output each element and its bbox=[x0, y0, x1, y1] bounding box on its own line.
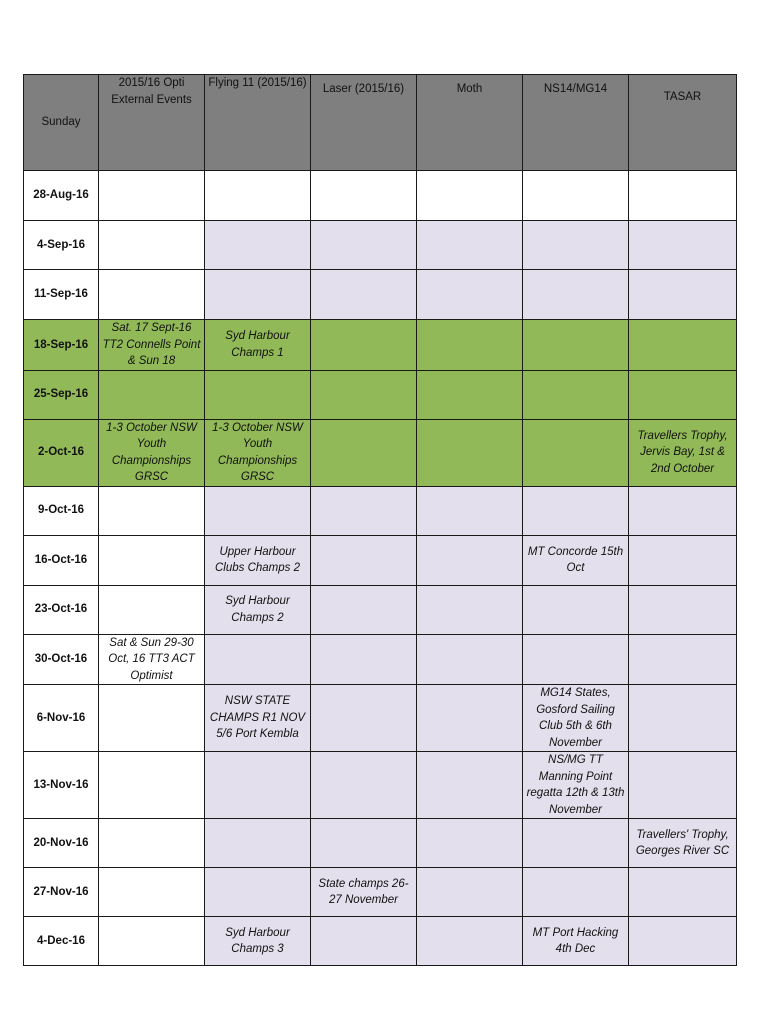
ns14-cell bbox=[523, 320, 629, 371]
tasar-cell bbox=[629, 685, 737, 752]
ns14-cell: NS/MG TT Manning Point regatta 12th & 13th November bbox=[523, 752, 629, 819]
table-row bbox=[24, 585, 737, 634]
laser-cell bbox=[311, 171, 417, 221]
laser-cell bbox=[311, 585, 417, 634]
date-cell: 6-Nov-16 bbox=[24, 685, 99, 752]
date-cell: 18-Sep-16 bbox=[24, 320, 99, 371]
flying11-cell bbox=[205, 270, 311, 320]
ns14-cell: MG14 States, Gosford Sailing Club 5th & 6th November bbox=[523, 685, 629, 752]
flying11-cell bbox=[205, 752, 311, 819]
tasar-cell: Travellers' Trophy, Georges River SC bbox=[629, 819, 737, 868]
tasar-cell bbox=[629, 320, 737, 371]
tasar-cell bbox=[629, 486, 737, 535]
flying11-cell bbox=[205, 370, 311, 419]
date-cell: 13-Nov-16 bbox=[24, 752, 99, 819]
date-cell: 27-Nov-16 bbox=[24, 868, 99, 917]
header-laser: Laser (2015/16) bbox=[311, 75, 417, 171]
ns14-cell bbox=[523, 171, 629, 221]
opti-cell bbox=[99, 585, 205, 634]
flying11-cell bbox=[205, 634, 311, 685]
opti-cell: Sat. 17 Sept-16 TT2 Connells Point & Sun 18 bbox=[99, 320, 205, 371]
opti-cell bbox=[99, 221, 205, 270]
date-cell: 16-Oct-16 bbox=[24, 535, 99, 585]
ns14-cell bbox=[523, 270, 629, 320]
tasar-cell bbox=[629, 370, 737, 419]
ns14-cell bbox=[523, 868, 629, 917]
date-cell: 28-Aug-16 bbox=[24, 171, 99, 221]
table-row bbox=[24, 868, 737, 917]
laser-cell bbox=[311, 752, 417, 819]
opti-cell bbox=[99, 917, 205, 966]
moth-cell bbox=[417, 868, 523, 917]
opti-cell bbox=[99, 819, 205, 868]
moth-cell bbox=[417, 917, 523, 966]
tasar-cell bbox=[629, 917, 737, 966]
flying11-cell: Syd Harbour Champs 2 bbox=[205, 585, 311, 634]
table-row bbox=[24, 221, 737, 270]
header-sunday: Sunday bbox=[24, 75, 99, 171]
moth-cell bbox=[417, 171, 523, 221]
header-row bbox=[24, 75, 737, 171]
table-row bbox=[24, 819, 737, 868]
opti-cell bbox=[99, 752, 205, 819]
moth-cell bbox=[417, 819, 523, 868]
date-cell: 25-Sep-16 bbox=[24, 370, 99, 419]
flying11-cell: Syd Harbour Champs 3 bbox=[205, 917, 311, 966]
tasar-cell bbox=[629, 585, 737, 634]
laser-cell bbox=[311, 917, 417, 966]
laser-cell bbox=[311, 819, 417, 868]
opti-cell bbox=[99, 171, 205, 221]
flying11-cell bbox=[205, 171, 311, 221]
table-row bbox=[24, 917, 737, 966]
date-cell: 9-Oct-16 bbox=[24, 486, 99, 535]
header-flying11: Flying 11 (2015/16) bbox=[205, 75, 311, 171]
flying11-cell bbox=[205, 868, 311, 917]
ns14-cell bbox=[523, 370, 629, 419]
opti-cell bbox=[99, 868, 205, 917]
ns14-cell bbox=[523, 221, 629, 270]
laser-cell bbox=[311, 370, 417, 419]
opti-cell bbox=[99, 270, 205, 320]
ns14-cell bbox=[523, 419, 629, 486]
header-moth: Moth bbox=[417, 75, 523, 171]
opti-cell bbox=[99, 535, 205, 585]
date-cell: 30-Oct-16 bbox=[24, 634, 99, 685]
ns14-cell: MT Concorde 15th Oct bbox=[523, 535, 629, 585]
date-cell: 2-Oct-16 bbox=[24, 419, 99, 486]
table-row bbox=[24, 320, 737, 371]
table-row bbox=[24, 535, 737, 585]
moth-cell bbox=[417, 370, 523, 419]
moth-cell bbox=[417, 535, 523, 585]
table-row bbox=[24, 419, 737, 486]
flying11-cell bbox=[205, 486, 311, 535]
date-cell: 23-Oct-16 bbox=[24, 585, 99, 634]
ns14-cell bbox=[523, 634, 629, 685]
laser-cell bbox=[311, 320, 417, 371]
flying11-cell: Upper Harbour Clubs Champs 2 bbox=[205, 535, 311, 585]
ns14-cell bbox=[523, 486, 629, 535]
ns14-cell: MT Port Hacking 4th Dec bbox=[523, 917, 629, 966]
tasar-cell bbox=[629, 868, 737, 917]
ns14-cell bbox=[523, 819, 629, 868]
date-cell: 4-Dec-16 bbox=[24, 917, 99, 966]
table-row bbox=[24, 634, 737, 685]
laser-cell bbox=[311, 535, 417, 585]
opti-cell bbox=[99, 486, 205, 535]
table-row bbox=[24, 685, 737, 752]
moth-cell bbox=[417, 419, 523, 486]
laser-cell: State champs 26-27 November bbox=[311, 868, 417, 917]
laser-cell bbox=[311, 419, 417, 486]
moth-cell bbox=[417, 585, 523, 634]
opti-cell: 1-3 October NSW Youth Championships GRSC bbox=[99, 419, 205, 486]
ns14-cell bbox=[523, 585, 629, 634]
moth-cell bbox=[417, 270, 523, 320]
table-row bbox=[24, 171, 737, 221]
moth-cell bbox=[417, 634, 523, 685]
header-tasar: TASAR bbox=[629, 75, 737, 171]
moth-cell bbox=[417, 685, 523, 752]
table-row bbox=[24, 270, 737, 320]
laser-cell bbox=[311, 634, 417, 685]
opti-cell bbox=[99, 685, 205, 752]
laser-cell bbox=[311, 270, 417, 320]
table-row bbox=[24, 370, 737, 419]
tasar-cell bbox=[629, 634, 737, 685]
laser-cell bbox=[311, 685, 417, 752]
tasar-cell bbox=[629, 270, 737, 320]
tasar-cell bbox=[629, 221, 737, 270]
flying11-cell: 1-3 October NSW Youth Championships GRSC bbox=[205, 419, 311, 486]
flying11-cell bbox=[205, 819, 311, 868]
opti-cell: Sat & Sun 29-30 Oct, 16 TT3 ACT Optimist bbox=[99, 634, 205, 685]
header-opti: 2015/16 Opti External Events bbox=[99, 75, 205, 171]
date-cell: 11-Sep-16 bbox=[24, 270, 99, 320]
laser-cell bbox=[311, 486, 417, 535]
header-ns14: NS14/MG14 bbox=[523, 75, 629, 171]
tasar-cell bbox=[629, 752, 737, 819]
table-row bbox=[24, 486, 737, 535]
opti-cell bbox=[99, 370, 205, 419]
moth-cell bbox=[417, 486, 523, 535]
tasar-cell bbox=[629, 171, 737, 221]
flying11-cell: NSW STATE CHAMPS R1 NOV 5/6 Port Kembla bbox=[205, 685, 311, 752]
date-cell: 20-Nov-16 bbox=[24, 819, 99, 868]
laser-cell bbox=[311, 221, 417, 270]
tasar-cell: Travellers Trophy, Jervis Bay, 1st & 2nd October bbox=[629, 419, 737, 486]
date-cell: 4-Sep-16 bbox=[24, 221, 99, 270]
tasar-cell bbox=[629, 535, 737, 585]
moth-cell bbox=[417, 752, 523, 819]
flying11-cell bbox=[205, 221, 311, 270]
moth-cell bbox=[417, 320, 523, 371]
moth-cell bbox=[417, 221, 523, 270]
flying11-cell: Syd Harbour Champs 1 bbox=[205, 320, 311, 371]
table-row bbox=[24, 752, 737, 819]
regatta-schedule-table bbox=[23, 74, 737, 966]
